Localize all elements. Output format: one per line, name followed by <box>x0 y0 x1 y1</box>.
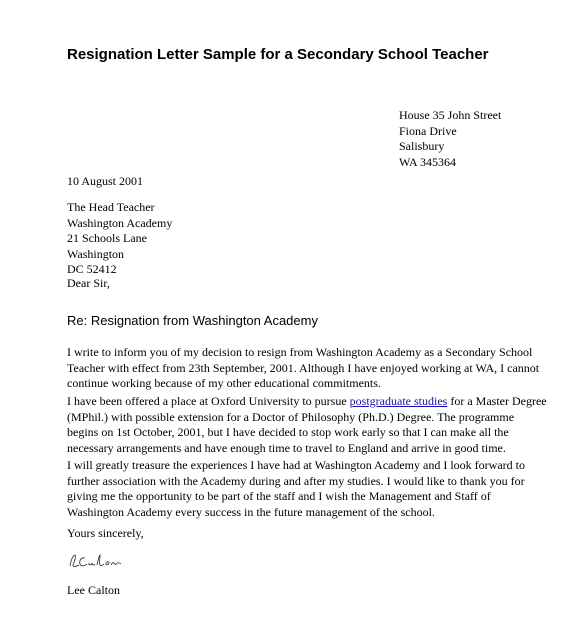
closing: Yours sincerely, <box>67 526 144 540</box>
paragraph-line: begins on 1st October, 2001, but I have decided to stop work early so that I can make all the <box>67 425 509 439</box>
recipient-address-line: The Head Teacher <box>67 200 155 214</box>
sender-address-line: WA 345364 <box>399 154 456 169</box>
paragraph-text: for a Master Degree <box>447 394 547 408</box>
recipient-address-line: Washington <box>67 246 125 261</box>
signer-name: Lee Calton <box>67 583 120 597</box>
paragraph-line: Teacher with effect from 23th September, 2001. Although I have enjoyed working at WA, I cannot <box>67 360 540 375</box>
sender-address-line: House 35 John Street <box>399 108 502 122</box>
letter-date: 10 August 2001 <box>67 174 144 188</box>
subject-line: Re: Resignation from Washington Academy <box>67 313 318 328</box>
sender-address-line: Salisbury <box>399 139 445 153</box>
page-title: Resignation Letter Sample for a Secondary School Teacher <box>67 46 489 63</box>
paragraph-line <box>67 394 547 410</box>
recipient-address-line: DC 52412 <box>67 262 117 276</box>
sender-address-line: Fiona Drive <box>399 123 457 138</box>
paragraph-text: I have been offered a place at Oxford University to pursue <box>67 394 350 408</box>
paragraph-line: I will greatly treasure the experiences I have had at Washington Academy and I look forward to <box>67 458 525 472</box>
postgraduate-studies-link[interactable]: postgraduate studies <box>349 394 448 408</box>
paragraph-line: (MPhil.) with possible extension for a Doctor of Philosophy (Ph.D.) Degree. The programme <box>67 409 515 424</box>
paragraph-line: further association with the Academy during and after my studies. I would like to thank you for <box>67 473 525 488</box>
paragraph-line: Washington Academy every success in the future management of the school. <box>67 504 435 519</box>
paragraph-studies <box>67 394 547 456</box>
recipient-address <box>67 200 172 278</box>
recipient-address-line: Washington Academy <box>67 215 173 230</box>
paragraph-decision <box>67 345 540 392</box>
recipient-address-line: 21 Schools Lane <box>67 231 147 245</box>
paragraph-line: continue working because of my other educational commitments. <box>67 376 381 390</box>
sender-address <box>399 108 501 170</box>
handwritten-signature <box>67 552 127 570</box>
paragraph-line: I write to inform you of my decision to resign from Washington Academy as a Secondary School <box>67 345 533 359</box>
salutation: Dear Sir, <box>67 276 110 290</box>
paragraph-line: necessary arrangements and have enough time to travel to England and arrive in good time. <box>67 440 506 455</box>
paragraph-line: giving me the opportunity to be part of the staff and I wish the Management and Staff of <box>67 489 491 503</box>
paragraph-gratitude <box>67 458 527 520</box>
